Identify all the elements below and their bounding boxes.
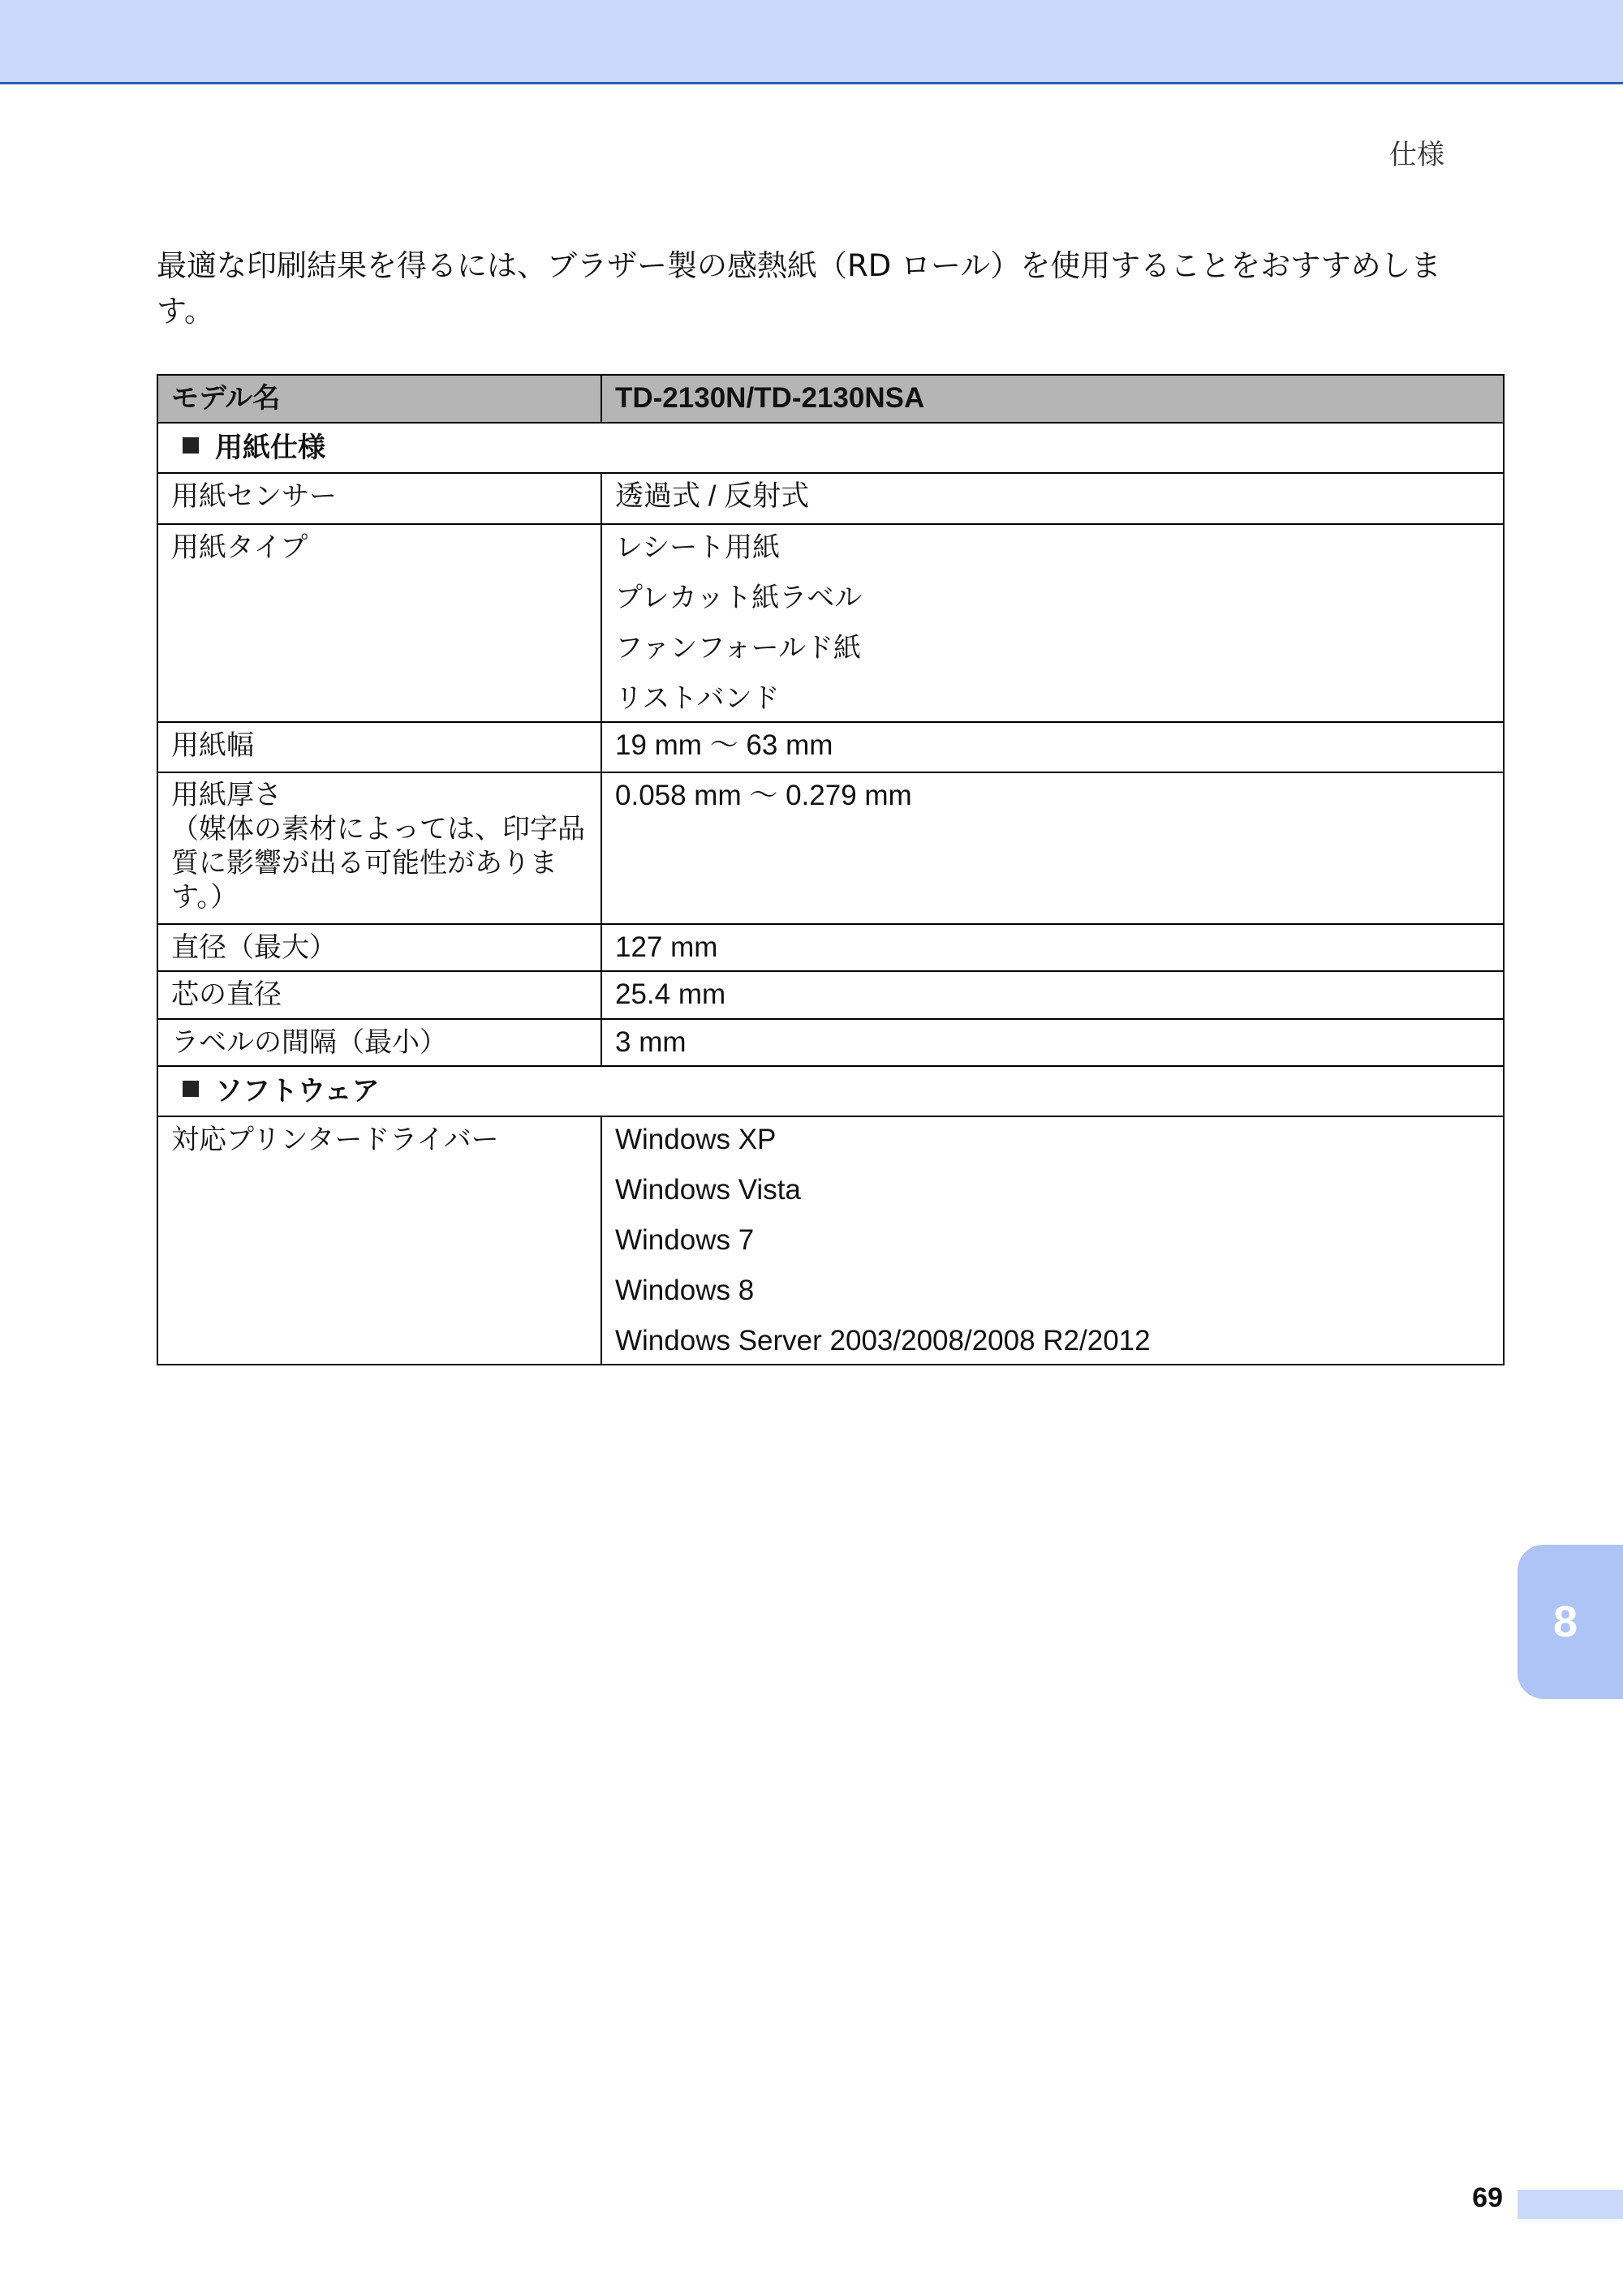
core-diameter-label: 芯の直径: [157, 971, 601, 1019]
section-row-software: [157, 1066, 1504, 1116]
diameter-label: 直径（最大）: [157, 924, 601, 971]
model-value: TD-2130N/TD-2130NSA: [601, 375, 1504, 423]
label-gap-value: 3 mm: [601, 1019, 1504, 1066]
table-row: [157, 924, 1504, 971]
page-number: 69: [1472, 2182, 1503, 2213]
table-row: [157, 473, 1504, 524]
driver-item: Windows 7: [615, 1224, 755, 1256]
driver-item: Windows 8: [615, 1275, 755, 1306]
paper-type-item: レシート用紙: [615, 531, 781, 564]
section-heading-paper: [157, 423, 1504, 473]
driver-item: Windows Vista: [615, 1174, 801, 1206]
table-row: [157, 1116, 1504, 1365]
table-row: [157, 971, 1504, 1019]
paper-thickness-value: 0.058 mm ～ 0.279 mm: [601, 772, 1504, 924]
section-title-software: ソフトウェア: [215, 1075, 380, 1107]
square-bullet-icon: [183, 1081, 199, 1097]
model-label: モデル名: [157, 375, 601, 423]
table-row: [157, 1019, 1504, 1066]
paper-thickness-note: （媒体の素材によっては、印字品質に影響が出る可能性があります。）: [171, 813, 585, 914]
paper-sensor-label: 用紙センサー: [157, 473, 601, 524]
paper-width-value: 19 mm ～ 63 mm: [601, 722, 1504, 772]
table-row: [157, 722, 1504, 772]
diameter-value: 127 mm: [601, 924, 1504, 971]
table-header-row: [157, 375, 1504, 423]
driver-label: 対応プリンタードライバー: [157, 1116, 601, 1365]
table-row: [157, 524, 1504, 722]
table-row: [157, 772, 1504, 924]
spec-table: [157, 374, 1505, 1365]
intro-paragraph: 最適な印刷結果を得るには、ブラザー製の感熱紙（RD ロール）を使用することをおすすめします。: [157, 248, 1441, 329]
section-heading-software: [157, 1066, 1504, 1116]
paper-type-item: リストバンド: [615, 682, 780, 715]
driver-values: [601, 1116, 1504, 1365]
paper-type-values: [601, 524, 1504, 722]
paper-type-item: ファンフォールド紙: [615, 632, 861, 664]
section-row-paper: [157, 423, 1504, 473]
paper-type-label: 用紙タイプ: [157, 524, 601, 722]
chapter-tab: 8: [1518, 1545, 1623, 1699]
page-number-bar: [1518, 2190, 1623, 2219]
header-band: [0, 0, 1623, 84]
paper-type-item: プレカット紙ラベル: [615, 582, 863, 614]
paper-thickness-cell: [157, 772, 601, 924]
paper-sensor-value: 透過式 / 反射式: [601, 473, 1504, 524]
square-bullet-icon: [183, 437, 199, 454]
core-diameter-value: 25.4 mm: [601, 971, 1504, 1019]
paper-width-label: 用紙幅: [157, 722, 601, 772]
driver-item: Windows XP: [615, 1124, 777, 1155]
running-header: 仕様: [1389, 139, 1444, 171]
driver-item: Windows Server 2003/2008/2008 R2/2012: [615, 1325, 1151, 1357]
section-title-paper: 用紙仕様: [215, 432, 325, 464]
paper-thickness-label: 用紙厚さ: [171, 779, 282, 811]
label-gap-label: ラベルの間隔（最小）: [157, 1019, 601, 1066]
